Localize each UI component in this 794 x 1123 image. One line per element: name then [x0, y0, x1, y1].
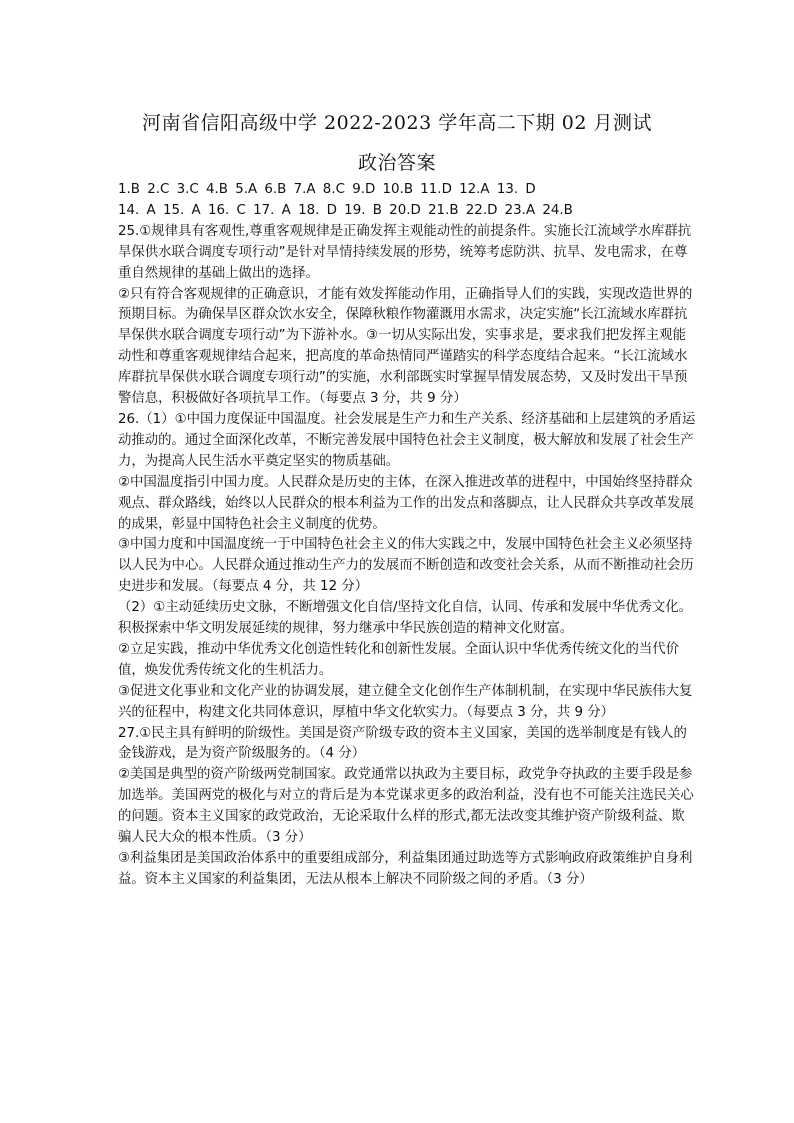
answer-27-point-2: ②美国是典型的资产阶级两党制国家。政党通常以执政为主要目标，政党争夺执政的主要手段是参加选举。美国两党的极化与对立的背后是为本党谋求更多的政治利益，没有也不可能关注选民关心的问题。资本主义国家的政党政治，无论采取什么样的形式,都无法改变其维护资产阶级利益、欺骗人民大众的根本性质。（3 分） [118, 767, 694, 846]
document-body [118, 180, 698, 891]
answer-26-2-point-3: ③促进文化事业和文化产业的协调发展，建立健全文化创作生产体制机制，在实现中华民族伟大复兴的征程中，构建文化共同体意识，厚植中华文化软实力。（每要点 3 分，共 9 分） [118, 683, 693, 720]
answer-26-1-point-2: ②中国温度指引中国力度。人民群众是历史的主体，在深入推进改革的进程中，中国始终坚持群众观点、群众路线，始终以人民群众的根本利益为工作的出发点和落脚点，让人民群众共享改革发展的成果，彰显中国特色社会主义制度的优势。 [118, 474, 694, 532]
answer-25-point-1: 25.①规律具有客观性,尊重客观规律是正确发挥主观能动性的前提条件。实施长江流域学水库群抗旱保供水联合调度专项行动”是针对旱情持续发展的形势，统筹考虑防洪、抗旱、发电需求，在尊重自然规律的基础上做出的选择。 [118, 223, 692, 281]
answer-26-2-point-2: ②立足实践，推动中华优秀文化创造性转化和创新性发展。全面认识中华优秀传统文化的当代价值，焕发优秀传统文化的生机活力。 [118, 641, 680, 678]
answer-26-1-point-3: ③中国力度和中国温度统一于中国特色社会主义的伟大实践之中，发展中国特色社会主义必须坚持以人民为中心。人民群众通过推动生产力的发展而不断创造和改变社会关系，从而不断推动社会历史进步和发展。（每要点 4 分，共 12 分） [118, 537, 694, 595]
answer-27-point-3: ③利益集团是美国政治体系中的重要组成部分，利益集团通过助选等方式影响政府政策维护自身利益。资本主义国家的利益集团，无法从根本上解决不同阶级之间的矛盾。（3 分） [118, 851, 693, 887]
answer-key-row-1: 1.B 2.C 3.C 4.B 5.A 6.B 7.A 8.C 9.D 10.B 11.D 12.A 13. D [118, 182, 536, 197]
answer-27-point-1: 27.①民主具有鲜明的阶级性。美国是资产阶级专政的资本主义国家，美国的选举制度是有钱人的金钱游戏，是为资产阶级服务的。（4 分） [118, 725, 687, 762]
answer-key-row-2: 14. A 15. A 16. C 17. A 18. D 19. B 20.D 21.B 22.D 23.A 24.B [118, 202, 573, 218]
answer-26-1-point-1: 26.（1）①中国力度保证中国温度。社会发展是生产力和生产关系、经济基础和上层建筑的矛盾运动推动的。通过全面深化改革，不断完善发展中国特色社会主义制度，极大解放和发展了社会生产力，为提高人民生活水平奠定坚实的物质基础。 [118, 411, 696, 469]
document-title: 河南省信阳高级中学 2022-2023 学年高二下期 02 月测试 [142, 112, 652, 134]
document-subtitle: 政治答案 [357, 152, 436, 174]
answer-26-2-point-1: （2）①主动延续历史文脉，不断增强文化自信/坚持文化自信，认同、传承和发展中华优秀文化。积极探索中华文明发展延续的规律，努力继承中华民族创造的精神文化财富。 [118, 600, 693, 637]
answer-25-point-2-3: ②只有符合客观规律的正确意识，才能有效发挥能动作用，正确指导人们的实践，实现改造世界的预期目标。为确保旱区群众饮水安全，保障秋粮作物灌溉用水需求，决定实施“长江流域水库群抗旱保供水联合调度专项行动”为下游补水。③一切从实际出发，实事求是，要求我们把发挥主观能动性和尊重客观规律结合起来，把高度的革命热情同严谨踏实的科学态度结合起来。“长江流域水库群抗旱保供水联合调度专项行动”的实施，水利部既实时掌握旱情发展态势，又及时发出干旱预警信息，积极做好各项抗旱工作。（每要点 3 分，共 9 分） [118, 286, 693, 407]
